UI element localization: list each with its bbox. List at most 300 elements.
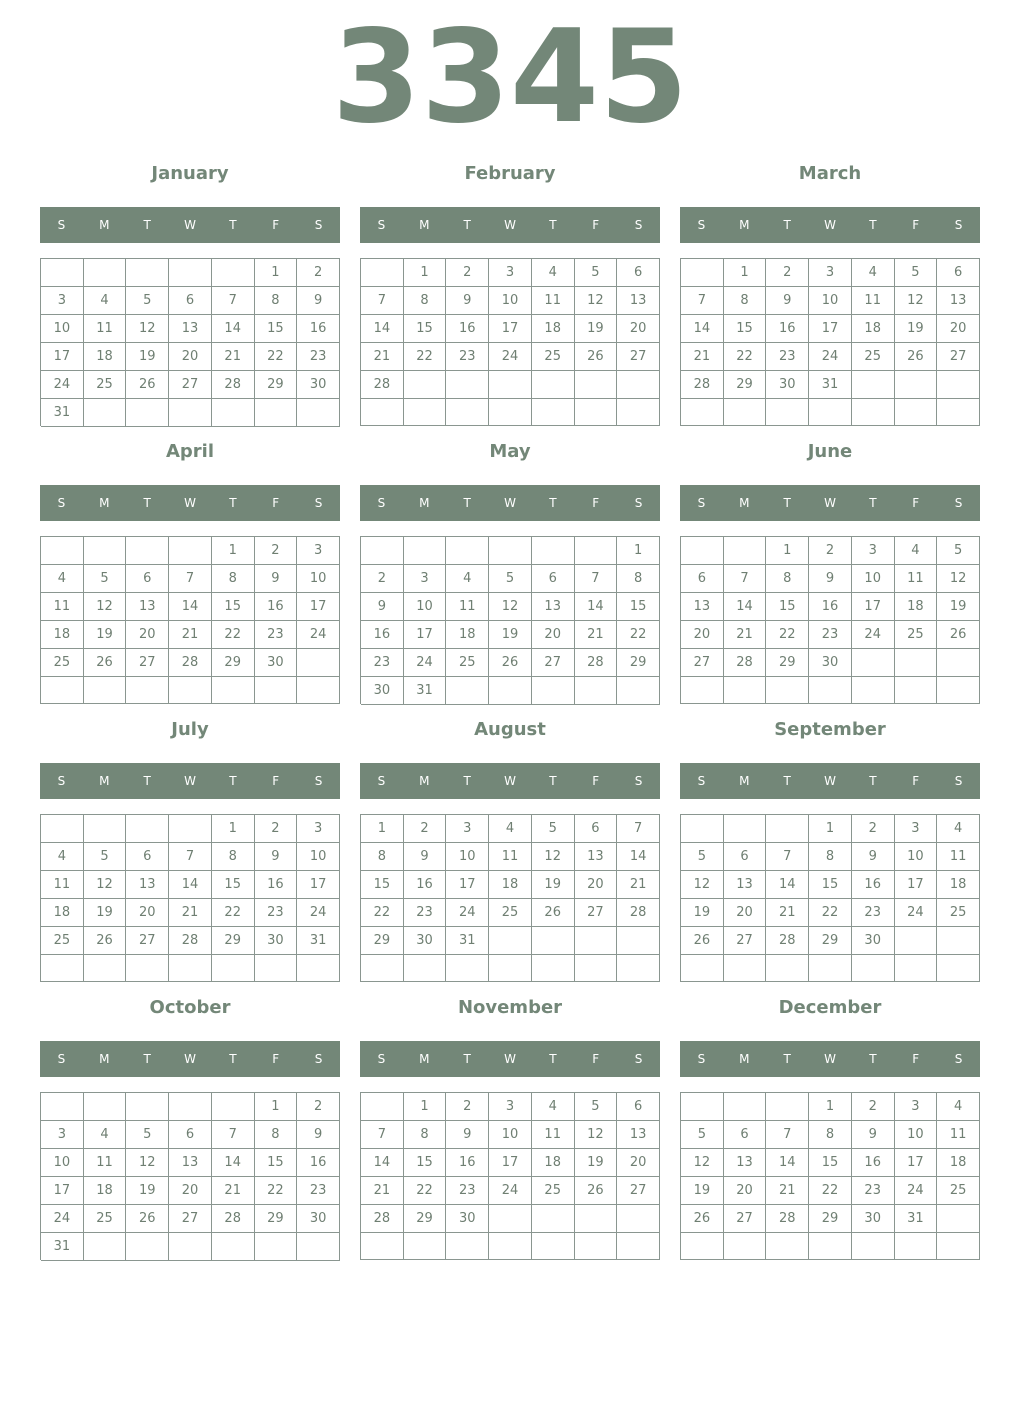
day-cell: 16 [852,871,895,899]
day-cell: 7 [766,1121,809,1149]
weekday-label: W [824,1052,836,1066]
day-cell: 6 [937,259,980,287]
empty-day-cell [489,399,532,426]
empty-day-cell [169,815,212,843]
day-cell: 22 [212,621,255,649]
day-cell: 22 [617,621,660,649]
weekday-label: W [504,218,516,232]
weekday-header [40,763,340,799]
day-cell: 21 [169,899,212,927]
weekday-label: S [634,1052,643,1066]
day-cell: 1 [809,1093,852,1121]
empty-day-cell [895,649,938,677]
empty-day-cell [361,955,404,982]
empty-day-cell [489,955,532,982]
empty-day-cell [724,399,767,426]
day-cell: 29 [212,649,255,677]
day-cell: 17 [489,315,532,343]
empty-day-cell [212,259,255,287]
day-cell: 12 [575,287,618,315]
day-cell: 27 [169,1205,212,1233]
day-cell: 18 [446,621,489,649]
empty-day-cell [681,677,724,704]
weekday-label: T [549,218,557,232]
empty-day-cell [126,399,169,427]
day-cell: 21 [169,621,212,649]
day-cell: 20 [575,871,618,899]
day-cell: 12 [532,843,575,871]
day-cell: 26 [937,621,980,649]
day-cell: 10 [489,1121,532,1149]
day-cell: 13 [532,593,575,621]
weekday-label: T [229,496,237,510]
month-name: December [778,997,882,1018]
day-cell: 21 [724,621,767,649]
day-cell: 15 [212,593,255,621]
day-cell: 13 [575,843,618,871]
day-cell: 18 [937,871,980,899]
day-cell: 10 [895,1121,938,1149]
day-cell: 6 [126,565,169,593]
day-cell: 2 [255,537,298,565]
empty-day-cell [489,927,532,955]
day-cell: 17 [446,871,489,899]
day-cell: 27 [575,899,618,927]
empty-day-cell [766,955,809,982]
weekday-label: M [99,774,110,788]
day-cell: 4 [532,1093,575,1121]
day-cell: 10 [809,287,852,315]
day-cell: 3 [297,537,340,565]
day-cell: 4 [532,259,575,287]
day-cell: 13 [937,287,980,315]
day-cell: 17 [489,1149,532,1177]
day-cell: 14 [766,871,809,899]
day-cell: 20 [937,315,980,343]
day-cell: 26 [84,649,127,677]
day-cell: 26 [681,927,724,955]
day-cell: 27 [681,649,724,677]
weekday-label: M [739,218,750,232]
day-cell: 29 [255,1205,298,1233]
day-cell: 19 [84,621,127,649]
month-name: September [774,719,886,740]
day-cell: 26 [532,899,575,927]
day-cell: 12 [84,871,127,899]
weekday-label: T [143,218,151,232]
day-cell: 3 [41,287,84,315]
weekday-label: F [272,218,280,232]
day-cell: 27 [126,927,169,955]
day-cell: 15 [724,315,767,343]
day-cell: 28 [681,371,724,399]
empty-day-cell [404,537,447,565]
day-cell: 17 [41,343,84,371]
day-cell: 16 [361,621,404,649]
empty-day-cell [84,1233,127,1261]
weekday-label: W [824,218,836,232]
empty-day-cell [361,259,404,287]
empty-day-cell [617,399,660,426]
empty-day-cell [724,1093,767,1121]
day-cell: 7 [169,843,212,871]
empty-day-cell [126,955,169,982]
day-cell: 25 [84,371,127,399]
day-cell: 16 [297,1149,340,1177]
weekday-label: F [592,496,600,510]
day-cell: 10 [297,843,340,871]
day-cell: 24 [895,1177,938,1205]
day-cell: 30 [404,927,447,955]
day-cell: 23 [297,343,340,371]
day-cell: 9 [852,843,895,871]
day-cell: 5 [681,1121,724,1149]
weekday-label: T [143,496,151,510]
empty-day-cell [937,1205,980,1233]
empty-day-cell [404,371,447,399]
day-cell: 23 [852,899,895,927]
weekday-label: T [783,1052,791,1066]
day-cell: 7 [766,843,809,871]
day-cell: 31 [41,1233,84,1261]
day-cell: 20 [617,1149,660,1177]
empty-day-cell [852,1233,895,1260]
day-cell: 15 [766,593,809,621]
month-name: May [489,441,531,462]
day-cell: 20 [724,899,767,927]
day-cell: 1 [255,259,298,287]
empty-day-cell [446,537,489,565]
day-cell: 22 [766,621,809,649]
weekday-label: S [57,218,66,232]
day-cell: 22 [404,343,447,371]
empty-day-cell [852,399,895,426]
empty-day-cell [404,955,447,982]
weekday-label: W [824,774,836,788]
day-cell: 11 [84,315,127,343]
empty-day-cell [532,955,575,982]
empty-day-cell [255,677,298,704]
empty-day-cell [681,537,724,565]
day-cell: 10 [895,843,938,871]
empty-day-cell [766,677,809,704]
empty-day-cell [766,399,809,426]
empty-day-cell [575,927,618,955]
empty-day-cell [617,1233,660,1260]
empty-day-cell [212,399,255,427]
day-cell: 17 [895,871,938,899]
day-cell: 6 [169,1121,212,1149]
day-cell: 12 [937,565,980,593]
day-cell: 13 [617,287,660,315]
weekday-label: S [377,218,386,232]
day-cell: 10 [297,565,340,593]
day-cell: 7 [361,1121,404,1149]
empty-day-cell [84,815,127,843]
day-cell: 18 [532,315,575,343]
empty-day-cell [489,677,532,705]
empty-day-cell [361,399,404,426]
empty-day-cell [681,259,724,287]
day-cell: 7 [361,287,404,315]
empty-day-cell [766,815,809,843]
day-cell: 7 [212,1121,255,1149]
day-cell: 18 [532,1149,575,1177]
day-cell: 21 [766,1177,809,1205]
day-cell: 7 [575,565,618,593]
empty-day-cell [852,371,895,399]
weekday-label: M [419,218,430,232]
weekday-label: T [229,774,237,788]
day-cell: 21 [212,343,255,371]
empty-day-cell [41,537,84,565]
empty-day-cell [575,371,618,399]
empty-day-cell [617,1205,660,1233]
day-cell: 11 [532,287,575,315]
day-cell: 17 [852,593,895,621]
weekday-label: T [869,218,877,232]
day-cell: 17 [895,1149,938,1177]
day-cell: 14 [169,593,212,621]
empty-day-cell [724,1233,767,1260]
day-cell: 10 [446,843,489,871]
day-cell: 28 [617,899,660,927]
empty-day-cell [681,815,724,843]
empty-day-cell [361,537,404,565]
day-cell: 7 [617,815,660,843]
weekday-label: M [99,1052,110,1066]
day-cell: 16 [255,871,298,899]
empty-day-cell [937,371,980,399]
day-cell: 12 [126,1149,169,1177]
day-cell: 29 [617,649,660,677]
day-cell: 23 [446,343,489,371]
empty-day-cell [937,955,980,982]
day-cell: 7 [724,565,767,593]
empty-day-cell [532,677,575,705]
empty-day-cell [681,955,724,982]
month-name: February [464,163,556,184]
empty-day-cell [84,1093,127,1121]
day-cell: 11 [895,565,938,593]
day-cell: 29 [809,927,852,955]
weekday-label: S [57,496,66,510]
weekday-label: S [954,218,963,232]
day-cell: 3 [446,815,489,843]
empty-day-cell [852,649,895,677]
day-cell: 14 [361,315,404,343]
empty-day-cell [937,677,980,704]
day-cell: 30 [297,371,340,399]
weekday-label: F [592,774,600,788]
days-grid [680,1092,980,1260]
day-cell: 6 [617,1093,660,1121]
day-cell: 7 [169,565,212,593]
day-cell: 4 [84,1121,127,1149]
day-cell: 8 [809,1121,852,1149]
weekday-label: S [57,774,66,788]
day-cell: 3 [895,815,938,843]
day-cell: 18 [84,343,127,371]
empty-day-cell [895,927,938,955]
day-cell: 15 [809,1149,852,1177]
empty-day-cell [446,955,489,982]
empty-day-cell [169,259,212,287]
days-grid [360,814,660,982]
weekday-header [40,485,340,521]
weekday-label: M [739,774,750,788]
day-cell: 28 [766,927,809,955]
weekday-label: W [504,774,516,788]
day-cell: 5 [84,565,127,593]
day-cell: 22 [255,1177,298,1205]
weekday-header [360,763,660,799]
day-cell: 27 [937,343,980,371]
day-cell: 30 [361,677,404,705]
weekday-label: W [184,774,196,788]
empty-day-cell [724,677,767,704]
empty-day-cell [724,955,767,982]
empty-day-cell [404,399,447,426]
empty-day-cell [681,1233,724,1260]
day-cell: 18 [84,1177,127,1205]
day-cell: 25 [84,1205,127,1233]
day-cell: 26 [489,649,532,677]
day-cell: 5 [84,843,127,871]
weekday-label: S [954,774,963,788]
day-cell: 25 [41,649,84,677]
day-cell: 30 [297,1205,340,1233]
empty-day-cell [489,1205,532,1233]
empty-day-cell [255,399,298,427]
weekday-label: T [869,1052,877,1066]
day-cell: 11 [446,593,489,621]
weekday-label: S [377,1052,386,1066]
empty-day-cell [937,927,980,955]
day-cell: 21 [212,1177,255,1205]
day-cell: 26 [681,1205,724,1233]
day-cell: 14 [575,593,618,621]
day-cell: 24 [41,1205,84,1233]
weekday-label: S [377,774,386,788]
day-cell: 8 [766,565,809,593]
weekday-label: M [419,496,430,510]
weekday-label: T [463,218,471,232]
day-cell: 24 [489,1177,532,1205]
weekday-label: T [463,774,471,788]
empty-day-cell [126,259,169,287]
day-cell: 5 [575,1093,618,1121]
weekday-label: T [783,218,791,232]
day-cell: 23 [255,899,298,927]
day-cell: 23 [446,1177,489,1205]
empty-day-cell [575,1205,618,1233]
day-cell: 19 [895,315,938,343]
day-cell: 6 [126,843,169,871]
day-cell: 17 [404,621,447,649]
day-cell: 14 [724,593,767,621]
weekday-label: S [697,1052,706,1066]
day-cell: 13 [169,315,212,343]
day-cell: 28 [361,1205,404,1233]
day-cell: 23 [852,1177,895,1205]
empty-day-cell [617,677,660,705]
day-cell: 20 [169,1177,212,1205]
weekday-label: F [912,218,920,232]
day-cell: 8 [404,287,447,315]
weekday-label: T [549,1052,557,1066]
day-cell: 9 [255,843,298,871]
day-cell: 3 [809,259,852,287]
day-cell: 21 [766,899,809,927]
weekday-header [680,207,980,243]
day-cell: 19 [532,871,575,899]
empty-day-cell [297,399,340,427]
weekday-label: W [504,496,516,510]
empty-day-cell [84,537,127,565]
day-cell: 16 [446,1149,489,1177]
day-cell: 4 [41,843,84,871]
weekday-label: S [954,496,963,510]
empty-day-cell [212,677,255,704]
day-cell: 13 [169,1149,212,1177]
day-cell: 15 [212,871,255,899]
day-cell: 30 [255,649,298,677]
day-cell: 8 [809,843,852,871]
day-cell: 30 [766,371,809,399]
day-cell: 2 [446,1093,489,1121]
day-cell: 19 [575,1149,618,1177]
empty-day-cell [575,955,618,982]
empty-day-cell [532,927,575,955]
day-cell: 1 [724,259,767,287]
empty-day-cell [809,1233,852,1260]
day-cell: 12 [681,1149,724,1177]
weekday-label: S [314,218,323,232]
day-cell: 23 [766,343,809,371]
day-cell: 18 [937,1149,980,1177]
day-cell: 9 [255,565,298,593]
day-cell: 16 [766,315,809,343]
empty-day-cell [617,955,660,982]
weekday-header [40,207,340,243]
day-cell: 7 [212,287,255,315]
day-cell: 15 [255,1149,298,1177]
empty-day-cell [617,371,660,399]
day-cell: 2 [404,815,447,843]
day-cell: 4 [41,565,84,593]
empty-day-cell [84,955,127,982]
day-cell: 19 [681,899,724,927]
day-cell: 3 [895,1093,938,1121]
day-cell: 10 [852,565,895,593]
day-cell: 8 [212,565,255,593]
day-cell: 1 [404,1093,447,1121]
empty-day-cell [937,1233,980,1260]
empty-day-cell [41,815,84,843]
day-cell: 13 [724,871,767,899]
day-cell: 27 [532,649,575,677]
day-cell: 1 [809,815,852,843]
empty-day-cell [532,1205,575,1233]
month-name: June [807,441,853,462]
empty-day-cell [361,1093,404,1121]
empty-day-cell [126,677,169,704]
day-cell: 19 [84,899,127,927]
day-cell: 8 [361,843,404,871]
empty-day-cell [724,537,767,565]
day-cell: 22 [724,343,767,371]
